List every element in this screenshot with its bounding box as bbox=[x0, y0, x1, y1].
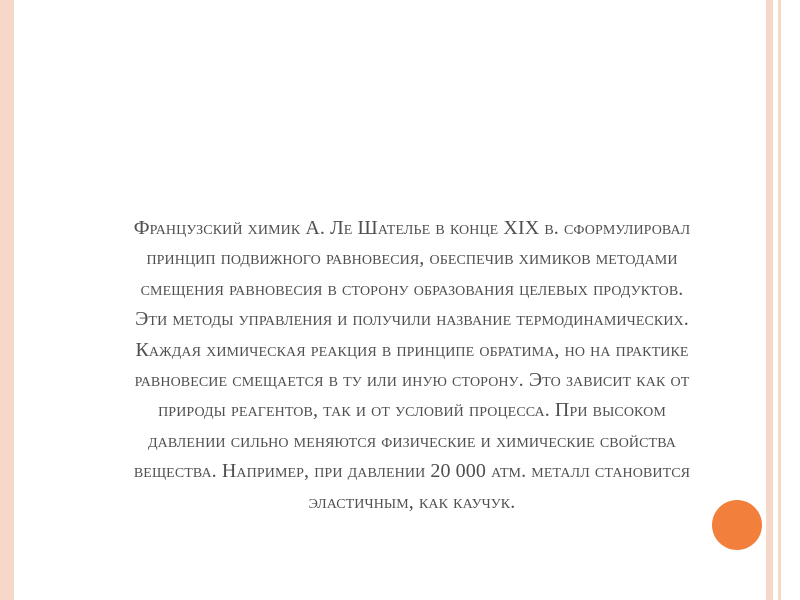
text-line-2: принцип подвижного равновесия, обеспечив химиков методами bbox=[146, 247, 678, 270]
slide-body-text bbox=[62, 213, 762, 517]
right-decorative-border-thin bbox=[778, 0, 781, 600]
text-line-7: природы реагентов, так и от условий процесса. При высоком bbox=[158, 399, 666, 422]
text-line-3: смещения равновесия в сторону образования целевых продуктов. bbox=[140, 277, 684, 300]
text-line-6: равновесие смещается в ту или иную сторону. Это зависит как от bbox=[134, 369, 690, 392]
text-line-9: вещества. Например, при давлении 20 000 атм. металл становится bbox=[133, 460, 691, 483]
right-decorative-border-wide bbox=[766, 0, 773, 600]
text-line-10: эластичным, как каучук. bbox=[308, 490, 516, 513]
text-line-4: Эти методы управления и получили название термодинамических. bbox=[135, 308, 689, 331]
text-line-1: Французский химик А. Ле Шателье в конце XIX в. сформулировал bbox=[133, 217, 691, 239]
left-decorative-border bbox=[0, 0, 14, 600]
text-line-5: Каждая химическая реакция в принципе обратима, но на практике bbox=[135, 338, 689, 361]
text-line-8: давлении сильно меняются физические и химические свойства bbox=[148, 429, 676, 452]
